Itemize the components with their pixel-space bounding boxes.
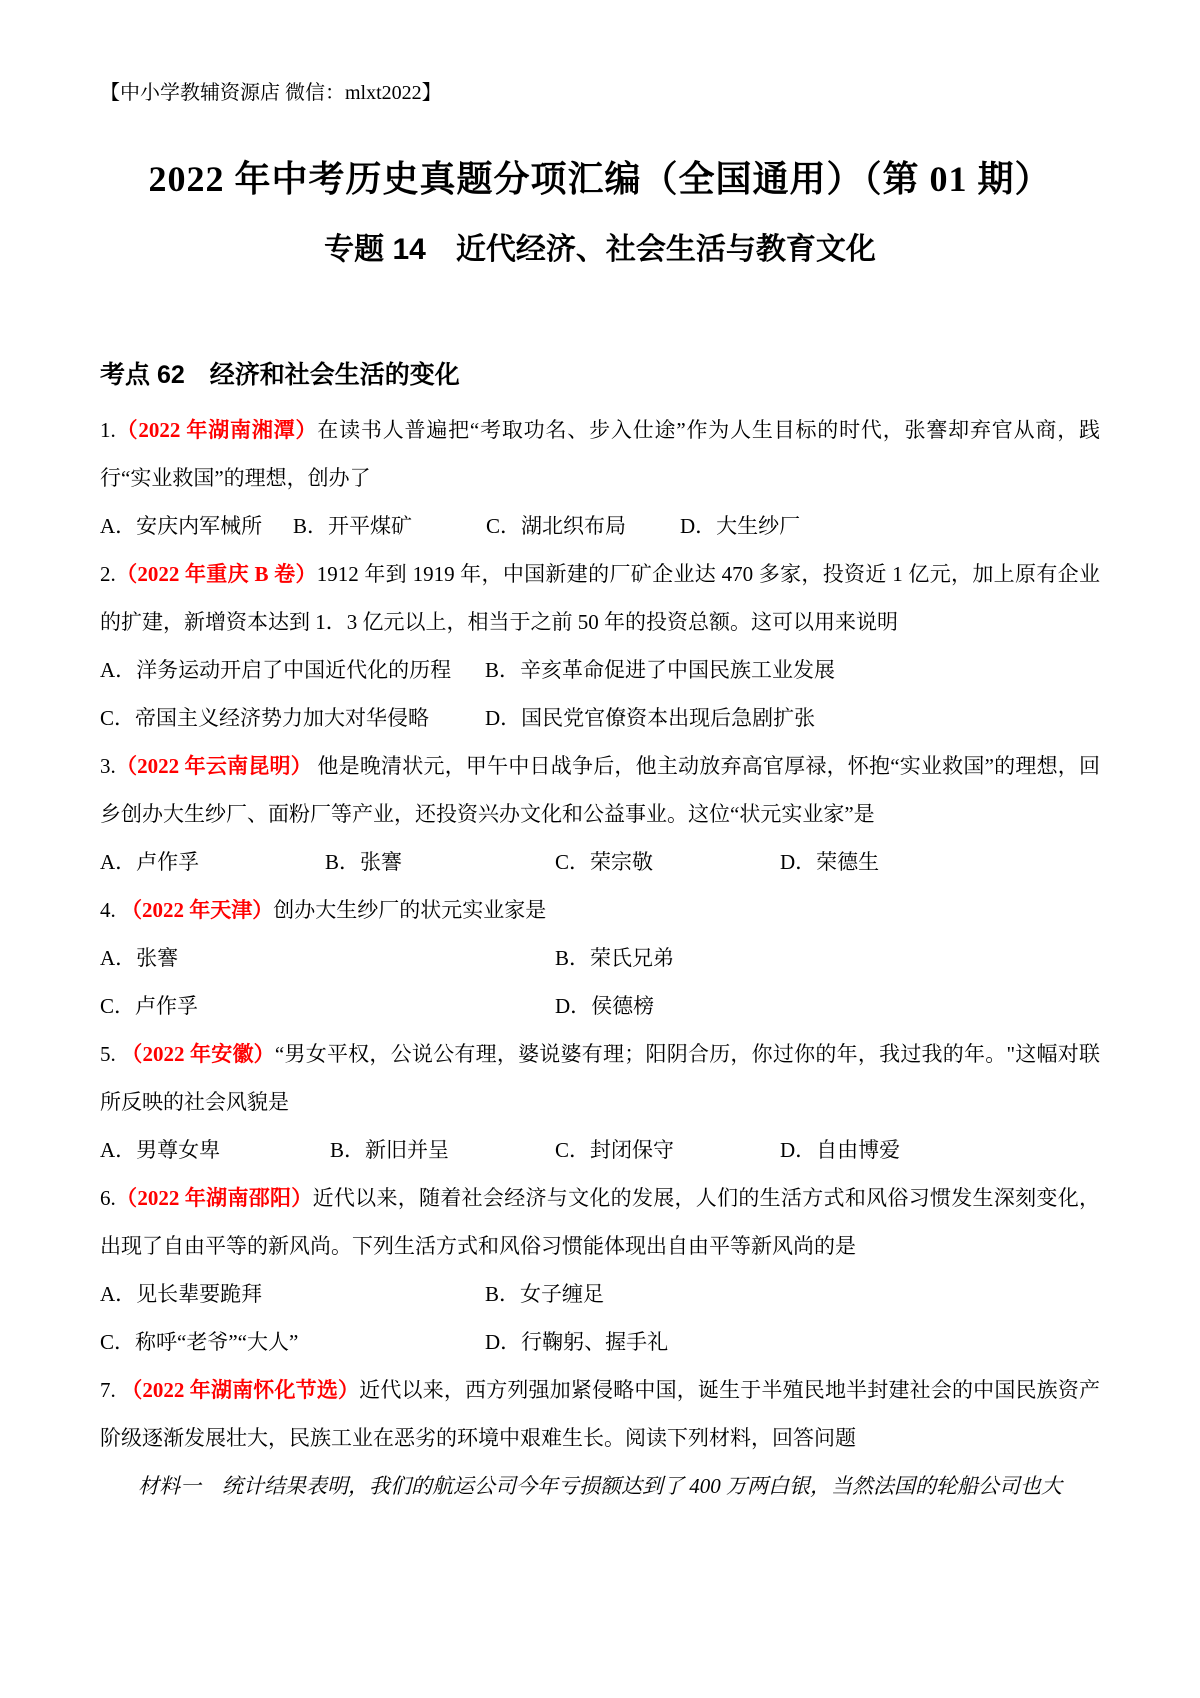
option-c: C．称呼“老爷”“大人” [100,1330,299,1354]
option-b: B．辛亥革命促进了中国民族工业发展 [485,658,836,682]
question-6 [100,1174,1100,1366]
option-d: D．侯德榜 [555,994,655,1018]
question-number: 3. [100,754,116,778]
option-b: B．新旧并呈 [330,1138,450,1162]
document-subtitle: 专题 14 近代经济、社会生活与教育文化 [324,233,876,266]
question-6-options-row-1 [100,1270,1100,1318]
option-a: A．安庆内军械所 [100,514,263,538]
question-stem: 在读书人普遍把“考取功名、步入仕途”作为人生目标的时代，张謇却弃官从商，践行“实业救国”的理想，创办了 [100,418,1101,490]
question-5 [100,1030,1100,1174]
question-number: 6. [100,1186,116,1210]
watermark-text: 【中小学教辅资源店 微信：mlxt2022】 [100,82,442,104]
document-title: 2022 年中考历史真题分项汇编（全国通用）（第 01 期） [148,159,1052,199]
question-source-tag: （2022 年天津） [121,898,274,922]
option-a: A．男尊女卑 [100,1138,221,1162]
question-6-options-row-2 [100,1318,1100,1366]
question-2-options-row-1 [100,646,1100,694]
option-b: B．张謇 [325,850,403,874]
question-stem: 近代以来，随着社会经济与文化的发展，人们的生活方式和风俗习惯发生深刻变化，出现了自由平等的新风尚。下列生活方式和风俗习惯能体现出自由平等新风尚的是 [100,1186,1101,1258]
option-a: A．张謇 [100,946,179,970]
question-stem: 近代以来，西方列强加紧侵略中国，诞生于半殖民地半封建社会的中国民族资产阶级逐渐发展壮大，民族工业在恶劣的环境中艰难生长。阅读下列材料，回答问题 [100,1378,1101,1450]
option-c: C．湖北织布局 [486,514,627,538]
material-one-text: 材料一 统计结果表明，我们的航运公司今年亏损额达到了 400 万两白银，当然法国的轮船公司也大 [138,1474,1062,1498]
option-d: D．荣德生 [780,850,880,874]
question-number: 5. [100,1042,122,1066]
option-d: D．自由博爱 [780,1138,901,1162]
question-stem: 他是晚清状元，甲午中日战争后，他主动放弃高官厚禄，怀抱“实业救国”的理想，回乡创办大生纱厂、面粉厂等产业，还投资兴办文化和公益事业。这位“状元实业家”是 [100,754,1100,826]
question-4-options-row-2 [100,982,1100,1030]
question-2-text [100,550,1100,646]
option-d: D．国民党官僚资本出现后急剧扩张 [485,706,816,730]
question-6-text [100,1174,1100,1270]
option-b: B．女子缠足 [485,1282,605,1306]
section-heading: 考点 62 经济和社会生活的变化 [100,361,460,389]
question-5-options [100,1126,1100,1174]
question-7 [100,1366,1100,1510]
question-7-text [100,1366,1100,1462]
question-number: 4. [100,898,121,922]
question-source-tag: （2022 年安徽） [121,1042,275,1066]
question-2 [100,550,1100,742]
question-list [100,406,1100,1510]
question-number: 2. [100,562,116,586]
question-source-tag: （2022 年云南昆明） [115,754,312,778]
question-number: 1. [100,418,116,442]
option-a: A．卢作孚 [100,850,200,874]
question-stem: 创办大生纱厂的状元实业家是 [273,898,547,922]
question-1-text [100,406,1100,502]
option-b: B．荣氏兄弟 [555,946,675,970]
question-source-tag: （2022 年湖南邵阳） [115,1186,313,1210]
question-1-options [100,502,1100,550]
question-stem: 1912 年到 1919 年，中国新建的厂矿企业达 470 多家，投资近 1 亿元，加上原有企业的扩建，新增资本达到 1．3 亿元以上，相当于之前 50 年的投资总额。这可以用来说明 [100,562,1100,634]
question-5-text [100,1030,1100,1126]
option-d: D．行鞠躬、握手礼 [485,1330,669,1354]
question-4 [100,886,1100,1030]
question-4-text [100,886,1100,934]
option-b: B．开平煤矿 [293,514,413,538]
option-a: A．见长辈要跪拜 [100,1282,263,1306]
question-2-options-row-2 [100,694,1100,742]
question-3 [100,742,1100,886]
option-c: C．荣宗敬 [555,850,654,874]
option-c: C．卢作孚 [100,994,199,1018]
option-c: C．封闭保守 [555,1138,675,1162]
option-d: D．大生纱厂 [680,514,801,538]
question-source-tag: （2022 年湖南湘潭） [115,418,318,442]
question-3-options [100,838,1100,886]
question-3-text [100,742,1100,838]
question-stem: “男女平权，公说公有理，婆说婆有理；阳阴合历，你过你的年，我过我的年。"这幅对联所反映的社会风貌是 [100,1042,1101,1114]
question-source-tag: （2022 年湖南怀化节选） [121,1378,360,1402]
option-a: A．洋务运动开启了中国近代化的历程 [100,658,452,682]
question-source-tag: （2022 年重庆 B 卷） [115,562,317,586]
question-number: 7. [100,1378,122,1402]
option-c: C．帝国主义经济势力加大对华侵略 [100,706,430,730]
question-4-options-row-1 [100,934,1100,982]
question-1 [100,406,1100,550]
